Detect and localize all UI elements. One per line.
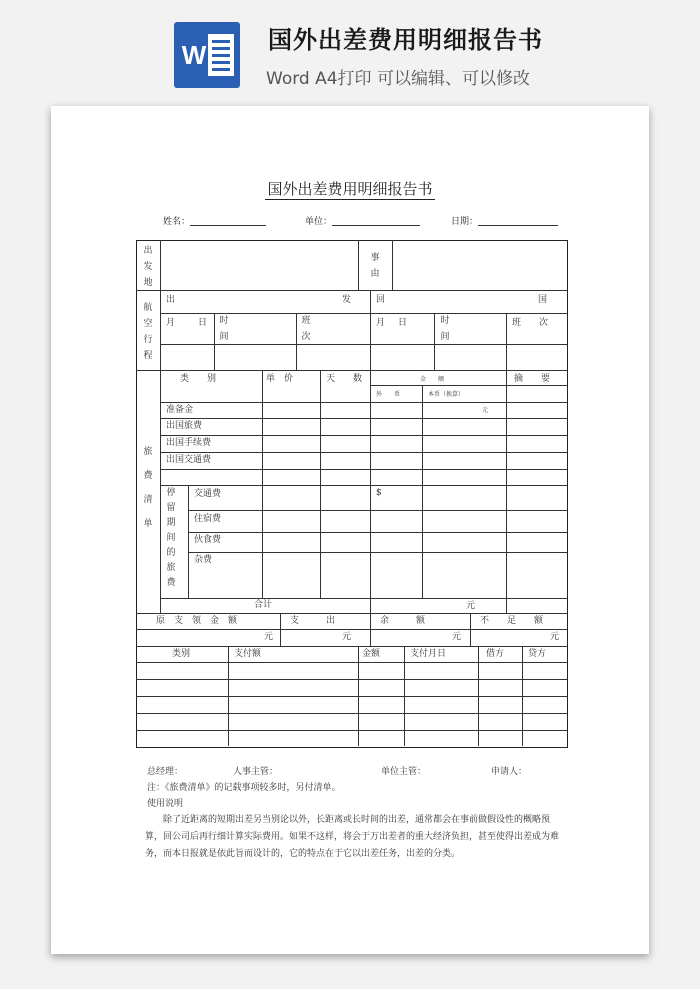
summary-header: 摘 要	[514, 374, 551, 384]
fa-label: 发	[342, 295, 352, 305]
item-transport: 出国交通费	[166, 455, 212, 465]
stay-misc: 杂费	[194, 555, 213, 565]
applicant-label: 申请人：	[491, 767, 528, 777]
stay-transport: 交通费	[194, 489, 222, 499]
local-currency-header: 本币（换算）	[428, 391, 465, 398]
back-month: 月	[376, 318, 386, 328]
credit-header: 贷方	[528, 649, 547, 659]
item-procedure: 出国手续费	[166, 438, 212, 448]
back-flight-no: 班 次	[512, 318, 549, 328]
document-page	[51, 106, 649, 954]
usage-text: 除了近距离的短期出差另当别论以外，长距离或长时间的出差，通常都会在事前做假设性的概略预算，回公司后再行细计算实际费用。如果不这样，将会于万出差者的重大经济负担，甚至使得出差成为难务，而本日报就是依此旨而设计的，它的特点在于它以出差任务，出差的分类。	[145, 815, 560, 859]
unit-head-label: 单位主管：	[381, 767, 427, 777]
stay-lodging: 住宿费	[194, 514, 222, 524]
hui-label: 回	[376, 295, 386, 305]
guo-label: 国	[538, 295, 548, 305]
name-line[interactable]	[190, 216, 266, 226]
expense-table	[136, 240, 568, 748]
out-flight-no: 班次	[301, 316, 311, 342]
out-label: 出	[166, 295, 176, 305]
usage-title: 使用说明	[147, 799, 184, 809]
unit-line[interactable]	[332, 216, 420, 226]
word-logo-letter: W	[181, 40, 207, 70]
hr-label: 人事主管：	[233, 767, 279, 777]
advance-label: 原 支 领 金 额	[156, 616, 238, 626]
foreign-currency-header: 外 币	[376, 391, 401, 398]
header-banner	[0, 0, 700, 100]
balance-label: 余 额	[380, 616, 426, 626]
unit-label: 单位：	[305, 217, 333, 227]
total-label: 合计	[254, 600, 273, 610]
item-travel: 出国旅费	[166, 421, 203, 431]
amount-header: 金 额	[420, 376, 445, 383]
unit-field[interactable]	[305, 214, 420, 227]
expend-yuan: 元	[342, 632, 352, 642]
depart-place-label: 出发地	[143, 246, 153, 288]
out-day: 日	[198, 318, 208, 328]
note-text: 注：《旅费清单》的记载事项较多时，另付清单。	[147, 783, 341, 793]
stay-meals: 伙食费	[194, 535, 222, 545]
name-field[interactable]	[163, 214, 266, 227]
unit-price-header: 单 价	[266, 374, 294, 384]
date-line[interactable]	[478, 216, 558, 226]
debit-header: 借方	[486, 649, 505, 659]
shortage-yuan: 元	[550, 632, 560, 642]
item-reserve: 准备金	[166, 405, 194, 415]
back-time: 时间	[440, 316, 450, 342]
date-field[interactable]	[451, 214, 558, 227]
back-day: 日	[398, 318, 408, 328]
dollar-sign: $	[376, 488, 382, 498]
amount2-header: 金额	[362, 649, 381, 659]
pay-amount-header: 支付额	[234, 649, 262, 659]
date-label: 日期：	[451, 217, 479, 227]
expend-label: 支 出	[290, 616, 336, 626]
out-time: 时间	[219, 316, 229, 342]
shortage-label: 不 足 额	[480, 616, 544, 626]
matter-label: 事由	[370, 253, 380, 279]
banner-subtitle: Word A4打印 可以编辑、可以修改	[266, 69, 530, 89]
manager-label: 总经理：	[147, 767, 184, 777]
advance-yuan: 元	[264, 632, 274, 642]
days-header: 天 数	[326, 374, 363, 384]
flight-label: 航空行程	[143, 303, 153, 361]
cat2-header: 类别	[172, 649, 191, 659]
banner-title: 国外出差费用明细报告书	[268, 26, 543, 54]
doc-title: 国外出差费用明细报告书	[267, 180, 433, 198]
stay-period-label: 停留期间的旅费	[166, 488, 176, 588]
total-yuan: 元	[466, 601, 476, 611]
yuan-unit: 元	[482, 407, 489, 414]
balance-yuan: 元	[452, 632, 462, 642]
pay-date-header: 支付月日	[410, 649, 447, 659]
name-label: 姓名：	[163, 217, 191, 227]
category-header: 类 别	[180, 374, 217, 384]
out-month: 月	[166, 318, 176, 328]
expense-list-label: 旅费清单	[143, 447, 153, 529]
word-document-icon	[174, 22, 240, 88]
